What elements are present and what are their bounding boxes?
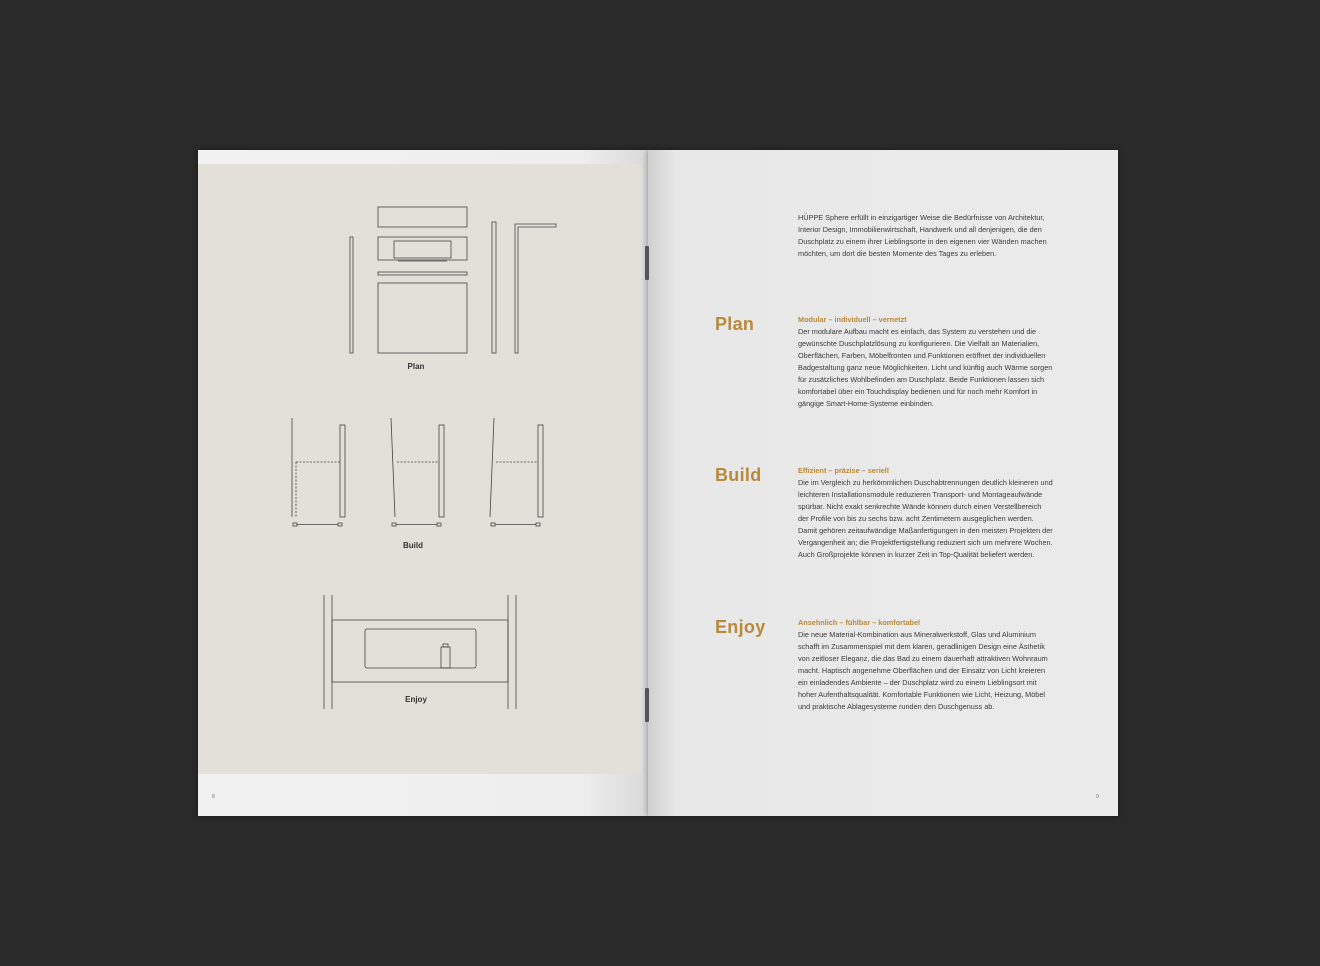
binding-staple-bottom — [645, 688, 649, 722]
section-body: Die im Vergleich zu herkömmlichen Duschabtrennungen deutlich kleineren und leichteren Installationsmodule reduzieren Transport- und Montageaufwände spürbar. Nicht exakt senkrechte Wände können durch einen Verstellbereich der Profile von bis zu sechs bzw. acht Zentimetern ausgeglichen werden. Damit gehören zeitaufwändige Maßanfertigungen in den meisten Projekten der Vergangenheit an; die Projektfertigstellung reduziert sich um mehrere Wochen. Auch Großprojekte können in kurzer Zeit in Top-Qualität beliefert werden. — [798, 478, 1053, 559]
section-title-enjoy: Enjoy — [715, 617, 766, 637]
section-subtitle: Effizient – präzise – seriell — [798, 466, 889, 475]
build-drawing — [288, 415, 558, 530]
section-enjoy — [798, 617, 1053, 713]
enjoy-label: Enjoy — [405, 695, 427, 704]
page-number-right: 9 — [1096, 794, 1099, 800]
left-page — [198, 150, 648, 816]
section-title-plan: Plan — [715, 314, 755, 334]
section-subtitle: Ansehnlich – fühlbar – komfortabel — [798, 618, 921, 627]
section-subtitle: Modular – individuell – vernetzt — [798, 315, 907, 324]
page-number-left: 8 — [212, 794, 215, 800]
enjoy-drawing — [318, 593, 523, 711]
intro-paragraph: HÜPPE Sphere erfüllt in einzigartiger Weise die Bedürfnisse von Architektur, Interior Design, Immobilienwirtschaft, Handwerk und all denjenigen, die den Duschplatz zu einem ihrer Lieblingsorte in den eigenen vier Wänden machen möchten, um dort die besten Momente des Tages zu erleben. — [798, 213, 1047, 258]
section-plan — [798, 314, 1053, 410]
plan-label: Plan — [407, 362, 425, 371]
section-title-build: Build — [715, 465, 762, 485]
plan-drawing — [348, 205, 563, 355]
section-body: Der modulare Aufbau macht es einfach, das System zu verstehen und die gewünschte Duschplatzlösung zu konfigurieren. Die Vielfalt an Materialien, Oberflächen, Farben, Möbelfronten und Funktionen eröffnet der individuellen Badgestaltung ganz neue Möglichkeiten. Licht und künftig auch Wärme sorgen für zusätzliches Wohlbefinden am Duschplatz. Beide Funktionen lassen sich komfortabel über ein Touchdisplay bedienen und für noch mehr Komfort in gängige Smart-Home-Systeme einbinden. — [798, 327, 1053, 408]
build-label: Build — [403, 541, 423, 550]
binding-staple-top — [645, 246, 649, 280]
section-body: Die neue Material-Kombination aus Mineralwerkstoff, Glas und Aluminium schafft im Zusammenspiel mit dem klaren, geradlinigen Design eine Ästhetik von zeitloser Eleganz, die das Bad zu einem dauerhaft attraktiven Wohnraum macht. Haptisch angenehme Oberflächen und der Einsatz von Licht kreieren ein einladendes Ambiente – der Duschplatz wird zu einem Lieblingsort mit hoher Aufenthaltsqualität. Komfortable Funktionen wie Licht, Heizung, Möbel und praktische Ablagesysteme runden den Duschgenuss ab. — [798, 630, 1048, 711]
brochure-spread — [198, 150, 1118, 816]
section-build — [798, 465, 1053, 561]
